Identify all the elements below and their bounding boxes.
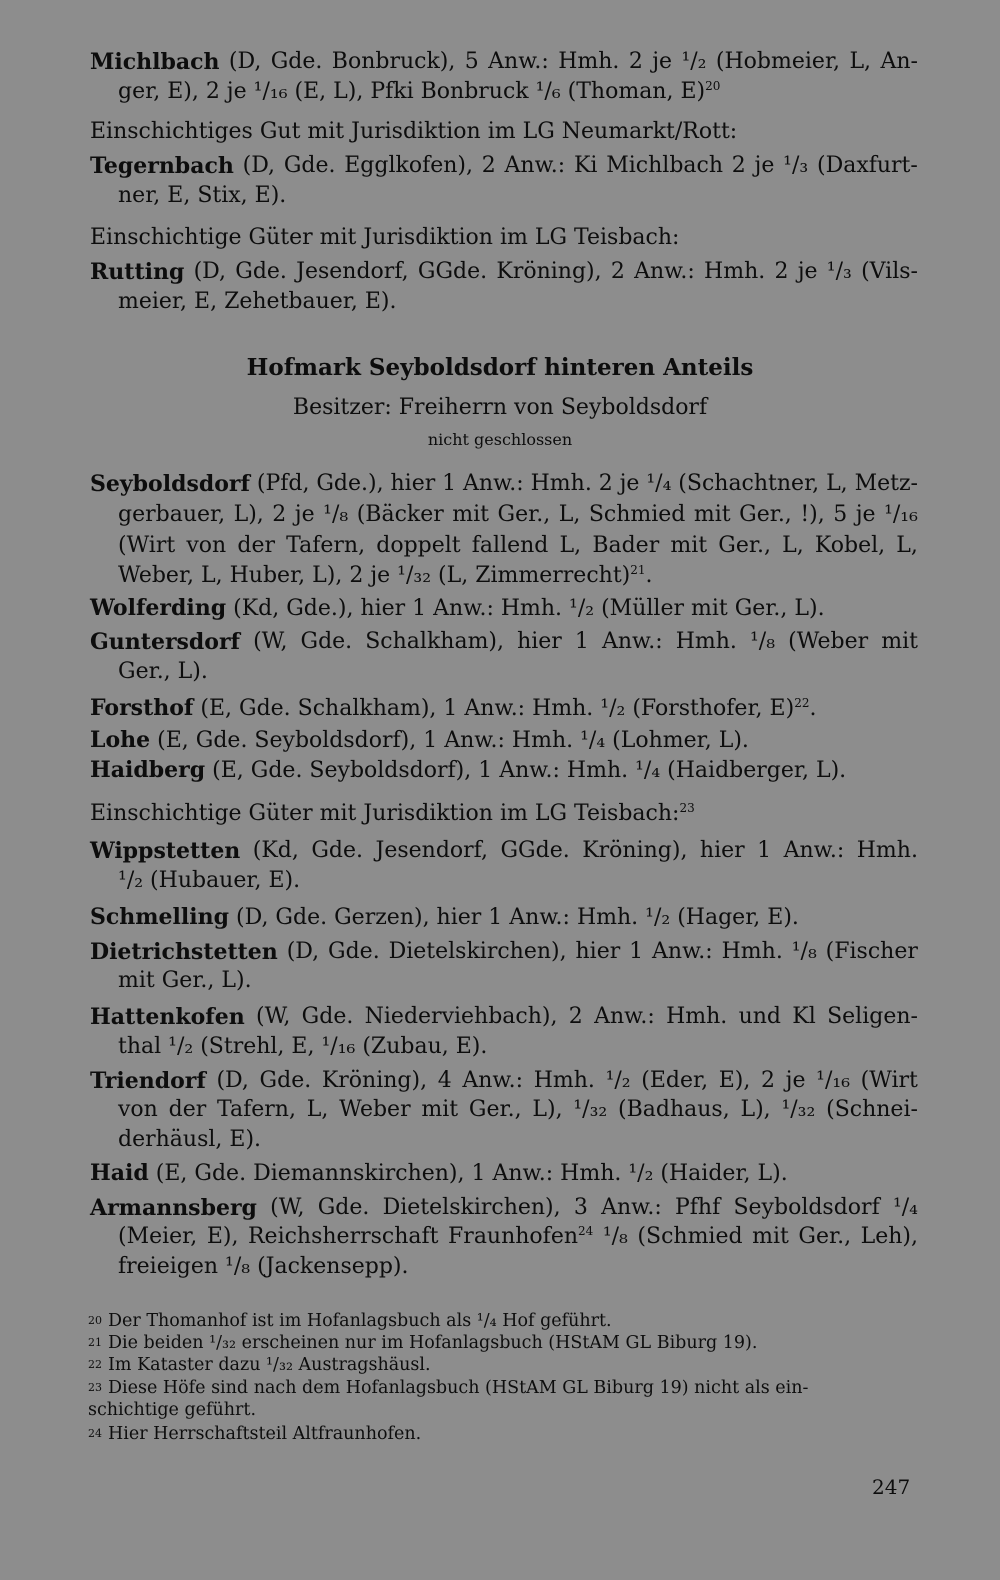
word: L,	[849, 49, 872, 74]
word: Hmh.	[530, 471, 592, 496]
word: (Wirt	[860, 1068, 918, 1093]
word: Fraunhofen$^{24}$	[448, 1224, 594, 1249]
word: mit	[752, 1224, 789, 1249]
footnote-ref: 20	[705, 79, 721, 93]
word: der	[168, 1097, 207, 1122]
text-line	[90, 800, 695, 828]
entry-text: Weber, L, Huber, L), 2 je ¹/₃₂ (L, Zimmerrecht)	[118, 563, 631, 588]
word: Gde.	[300, 629, 353, 654]
word: (Bäcker	[356, 502, 444, 527]
word: Tafern,	[217, 1097, 296, 1122]
word: ¹/₃₂	[781, 1097, 816, 1122]
word: L),	[532, 1097, 563, 1122]
word: ¹/₂	[681, 49, 707, 74]
word: hier	[390, 471, 436, 496]
place-name: Haidberg	[90, 757, 206, 783]
word: 2	[272, 502, 287, 527]
word: ¹/₃	[826, 259, 852, 284]
word: (D,	[242, 153, 276, 178]
word: 2	[481, 153, 496, 178]
word: je	[785, 1068, 806, 1093]
place-name: Forsthof	[90, 695, 194, 721]
word: Metz-	[854, 471, 918, 496]
text-line	[90, 258, 918, 286]
word: ¹/₁₆	[884, 502, 918, 527]
word: Reichsherrschaft	[247, 1224, 439, 1249]
text-line	[90, 1194, 918, 1222]
page-number: 247	[872, 1475, 911, 1499]
word: Gde.),	[316, 471, 384, 496]
word: GGde.	[417, 259, 488, 284]
text-line	[90, 903, 799, 932]
word: ¹/₃₂	[573, 1097, 608, 1122]
entry-text: meier, E, Zehetbauer, E).	[118, 289, 397, 314]
word: Anw.:	[504, 153, 566, 178]
word: 1	[757, 838, 772, 863]
entry-text: (D, Gde. Gerzen), hier 1 Anw.: Hmh. ¹/₂ (Hager, E).	[229, 905, 799, 930]
word: Anw.:	[601, 1195, 662, 1220]
word: 5	[833, 502, 848, 527]
footnote-text: Die beiden ¹/₃₂ erscheinen nur im Hofanlagsbuch (HStAM GL Biburg 19).	[108, 1333, 758, 1353]
word: 3	[573, 1195, 588, 1220]
word: (D,	[228, 49, 262, 74]
place-name: Hattenkofen	[90, 1004, 245, 1030]
footnote-number: 21	[88, 1336, 102, 1349]
word: je	[855, 502, 876, 527]
text-line	[90, 1159, 788, 1188]
word: Seyboldsdorf	[733, 1195, 880, 1220]
text-line	[118, 78, 720, 106]
text-line	[118, 562, 653, 590]
word: (Daxfurt-	[816, 153, 918, 178]
text-line	[90, 470, 918, 498]
word: Ger.,	[468, 1097, 522, 1122]
word: Ger.,	[497, 502, 551, 527]
word: ¹/₂	[605, 1068, 631, 1093]
footnote-number: 22	[88, 1358, 102, 1371]
text-line	[118, 1223, 918, 1251]
footnote	[88, 1354, 431, 1376]
word: 2	[610, 259, 625, 284]
word: mit	[670, 533, 708, 558]
word: gerbauer,	[118, 502, 226, 527]
word: und	[738, 1004, 781, 1029]
word: Gde.	[235, 259, 287, 284]
text-line	[90, 594, 825, 623]
word: Kröning),	[496, 259, 602, 284]
footnote-number: 23	[88, 1381, 102, 1394]
text-line	[90, 837, 918, 865]
word: L),	[233, 502, 264, 527]
word: je	[797, 259, 818, 284]
word: von	[118, 1097, 158, 1122]
word: Niederviehbach),	[364, 1004, 558, 1029]
word: ¹/₈	[323, 502, 349, 527]
word: Ki	[573, 153, 598, 178]
word: 2	[761, 1068, 776, 1093]
footnote-text: Der Thomanhof ist im Hofanlagsbuch als ¹/₄ Hof geführt.	[108, 1311, 612, 1331]
word: Kl	[792, 1004, 816, 1029]
section-owner: Besitzer: Freiherrn von Seyboldsdorf	[292, 395, 708, 420]
word: 2	[731, 153, 746, 178]
place-name: Wippstetten	[90, 838, 241, 864]
entry-text: (Kd, Gde.), hier 1 Anw.: Hmh. ¹/₂ (Müller mit Ger., L).	[226, 596, 825, 621]
word: ¹/₈	[791, 939, 817, 964]
word: Schmied	[588, 502, 686, 527]
word: Anw.:	[463, 471, 524, 496]
word: hier	[699, 838, 745, 863]
word: 2	[628, 49, 643, 74]
text-line	[118, 1096, 918, 1124]
entry-text: ¹/₂ (Hubauer, E).	[118, 868, 301, 893]
footnote-ref: 22	[794, 696, 810, 710]
word: Dietelskirchen),	[382, 1195, 561, 1220]
word: Kobel,	[814, 533, 886, 558]
word: Hmh.	[675, 629, 737, 654]
word: Hmh.	[856, 838, 918, 863]
word: Ger.,	[798, 1224, 852, 1249]
word: (Weber	[788, 629, 869, 654]
entry-text: thal ¹/₂ (Strehl, E, ¹/₁₆ (Zubau, E).	[118, 1034, 488, 1059]
word: 2	[598, 471, 613, 496]
entry-text: Einschichtiges Gut mit Jurisdiktion im LG Neumarkt/Rott:	[90, 119, 738, 144]
place-name: Triendorf	[90, 1068, 206, 1094]
footnote-ref: 23	[679, 801, 695, 815]
entry-text: freieigen ¹/₈ (Jackensepp).	[118, 1254, 409, 1279]
word: Gde.	[311, 838, 364, 863]
word: mit	[693, 502, 731, 527]
word: mit	[421, 1097, 459, 1122]
word: Anw.:	[634, 259, 695, 284]
word: ¹/₁₆	[816, 1068, 851, 1093]
word: Gde.	[328, 939, 380, 964]
footnote-text: Diese Höfe sind nach dem Hofanlagsbuch (HStAM GL Biburg 19) nicht als ein-	[108, 1378, 809, 1398]
word: Hmh.	[666, 1004, 728, 1029]
word: (D,	[216, 1068, 249, 1093]
text-line	[118, 501, 918, 529]
text-line	[118, 1253, 409, 1281]
word: (W,	[270, 1195, 305, 1220]
footnote-text: Im Kataster dazu ¹/₃₂ Austragshäusl.	[108, 1355, 431, 1375]
word: (W,	[253, 629, 288, 654]
word: 2	[568, 1004, 583, 1029]
word: Hmh.	[558, 49, 620, 74]
word: Leh),	[860, 1224, 918, 1249]
word: hier	[575, 939, 621, 964]
text-line	[90, 694, 816, 723]
word: Weber	[339, 1097, 411, 1122]
word: (Hobmeier,	[715, 49, 841, 74]
word: der	[237, 533, 275, 558]
footnote-text: Hier Herrschaftsteil Altfraunhofen.	[108, 1424, 422, 1444]
text-line	[90, 48, 918, 76]
word: Egglkofen),	[344, 153, 473, 178]
word: 5	[464, 49, 479, 74]
place-name: Armannsberg	[90, 1195, 257, 1221]
entry-text: ner, E, Stix, E).	[118, 183, 287, 208]
word: (Wirt	[118, 533, 176, 558]
word: Ger.,	[739, 502, 792, 527]
entry-text: (E, Gde. Seyboldsdorf), 1 Anw.: Hmh. ¹/₄ (Haidberger, L).	[205, 758, 847, 783]
word: (W,	[256, 1004, 291, 1029]
footnote	[88, 1423, 422, 1445]
word: fallend	[471, 533, 549, 558]
word: je	[652, 49, 673, 74]
word: Gde.	[301, 1004, 354, 1029]
word: (Schachtner,	[678, 471, 820, 496]
word: 4	[437, 1068, 452, 1093]
word: (Meier,	[118, 1224, 198, 1249]
footnote-number: 24	[88, 1427, 102, 1440]
word: Hmh.	[533, 1068, 595, 1093]
word: (D,	[286, 939, 320, 964]
text-line	[90, 152, 918, 180]
word: Pfhf	[674, 1195, 721, 1220]
word: An-	[880, 49, 918, 74]
word: Anw.:	[462, 1068, 524, 1093]
word: (Schnei-	[826, 1097, 918, 1122]
text-line	[118, 182, 286, 210]
word: L),	[740, 1097, 771, 1122]
text-line	[90, 1003, 918, 1031]
word: (Vils-	[861, 259, 918, 284]
word: !),	[800, 502, 825, 527]
place-name: Wolferding	[90, 595, 227, 621]
text-line	[90, 224, 679, 252]
word: (Badhaus,	[618, 1097, 730, 1122]
place-name: Schmelling	[90, 904, 230, 930]
word: E),	[206, 1224, 239, 1249]
word: ¹/₈	[749, 629, 776, 654]
entry-text: derhäusl, E).	[118, 1127, 262, 1152]
place-name: Tegernbach	[90, 153, 234, 179]
word: Anw.:	[488, 49, 549, 74]
word: ¹/₄	[646, 471, 672, 496]
word: Gde.	[283, 153, 336, 178]
entry-text: (E, Gde. Seyboldsdorf), 1 Anw.: Hmh. ¹/₄ (Lohmer, L).	[150, 728, 749, 753]
text-line	[90, 756, 846, 785]
word: Anw.:	[601, 629, 663, 654]
word: L,	[306, 1097, 329, 1122]
word: E),	[718, 1068, 751, 1093]
word: ¹/₃	[783, 153, 809, 178]
text-line	[118, 1126, 261, 1154]
footnote-number: 20	[88, 1314, 102, 1327]
word: L,	[559, 533, 582, 558]
word: 1	[442, 471, 457, 496]
word: (Pfd,	[256, 471, 310, 496]
word: hier	[517, 629, 562, 654]
word: von	[186, 533, 227, 558]
entry-text: (E, Gde. Schalkham), 1 Anw.: Hmh. ¹/₂ (Forsthofer, E)	[193, 696, 795, 721]
entry-text: mit Ger., L).	[118, 968, 252, 993]
word: Tafern,	[286, 533, 366, 558]
word: Anw.:	[594, 1004, 655, 1029]
word: Gde.	[259, 1068, 312, 1093]
text-line	[90, 628, 918, 656]
entry-text: .	[645, 563, 653, 588]
word: (D,	[193, 259, 227, 284]
place-name: Rutting	[90, 259, 185, 285]
entry-text: Einschichtige Güter mit Jurisdiktion im LG Teisbach:	[90, 801, 680, 826]
word: GGde.	[500, 838, 570, 863]
footnote-ref: 24	[578, 1224, 594, 1238]
section-note: nicht geschlossen	[427, 430, 573, 449]
word: Ger.,	[718, 533, 771, 558]
word: Anw.:	[652, 939, 713, 964]
place-name: Haid	[90, 1160, 149, 1186]
word: je	[754, 153, 775, 178]
text-line	[118, 288, 397, 316]
word: L,	[896, 533, 918, 558]
word: Kröning),	[321, 1068, 428, 1093]
word: L,	[558, 502, 581, 527]
text-line	[118, 1033, 487, 1061]
word: Hmh.	[721, 939, 783, 964]
entry-text: .	[809, 696, 817, 721]
word: mit	[452, 502, 490, 527]
word: Jesendorf,	[296, 259, 409, 284]
word: Bader	[592, 533, 660, 558]
word: Seligen-	[827, 1004, 918, 1029]
entry-text: Einschichtige Güter mit Jurisdiktion im LG Teisbach:	[90, 225, 680, 250]
word: mit	[881, 629, 918, 654]
word: (Fischer	[825, 939, 918, 964]
word: je	[294, 502, 315, 527]
word: Kröning),	[582, 838, 688, 863]
footnote	[88, 1377, 809, 1399]
place-name: Seyboldsdorf	[90, 471, 250, 497]
word: 1	[574, 629, 589, 654]
place-name: Dietrichstetten	[90, 939, 278, 965]
word: ¹/₄	[892, 1195, 918, 1220]
word: doppelt	[376, 533, 461, 558]
text-line	[90, 938, 918, 966]
place-name: Lohe	[90, 727, 151, 753]
word: Jesendorf,	[375, 838, 489, 863]
text-line	[90, 726, 749, 755]
footnote	[88, 1310, 612, 1332]
footnote	[88, 1399, 256, 1421]
place-name: Michlbach	[90, 49, 220, 75]
word: Dietelskirchen),	[388, 939, 567, 964]
footnote-text: schichtige geführt.	[88, 1400, 257, 1420]
word: 1	[629, 939, 644, 964]
text-line	[90, 118, 737, 146]
word: (Eder,	[641, 1068, 709, 1093]
word: Gde.	[270, 49, 323, 74]
word: (Schmied	[637, 1224, 743, 1249]
word: Michlbach	[606, 153, 724, 178]
word: Bonbruck),	[331, 49, 456, 74]
word: ¹/₈	[602, 1224, 628, 1249]
word: Schalkham),	[365, 629, 505, 654]
word: L,	[782, 533, 804, 558]
text-line	[90, 1067, 918, 1095]
footnote-ref: 21	[630, 563, 646, 577]
text-line	[118, 867, 300, 895]
word: Gde.	[317, 1195, 370, 1220]
section-title: Hofmark Seyboldsdorf hinteren Anteils	[246, 354, 754, 381]
word: (Kd,	[252, 838, 299, 863]
place-name: Guntersdorf	[90, 629, 241, 655]
text-line	[118, 532, 918, 560]
entry-text: Ger., L).	[118, 659, 208, 684]
entry-text: (E, Gde. Diemannskirchen), 1 Anw.: Hmh. ¹/₂ (Haider, L).	[148, 1161, 788, 1186]
text-line	[118, 967, 252, 995]
footnote	[88, 1332, 758, 1354]
word: 2	[774, 259, 789, 284]
word: L,	[826, 471, 848, 496]
text-line	[118, 658, 208, 686]
word: je	[619, 471, 640, 496]
word: Hmh.	[704, 259, 766, 284]
word: Anw.:	[783, 838, 845, 863]
entry-text: ger, E), 2 je ¹/₁₆ (E, L), Pfki Bonbruck ¹/₆ (Thoman, E)	[118, 79, 706, 104]
